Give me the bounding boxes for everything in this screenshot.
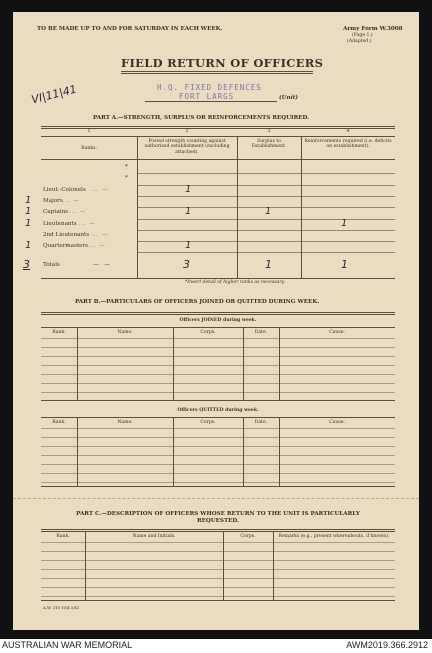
joined-row-rule bbox=[41, 347, 395, 348]
row-rule bbox=[137, 173, 395, 174]
row-margin-value: 1 bbox=[25, 206, 32, 218]
rank-leader-dots: ... — bbox=[91, 186, 109, 193]
part-c-title-line-1: PART C.—DESCRIPTION OF OFFICERS WHOSE RETURN TO THE UNIT IS PARTICULARLY bbox=[76, 511, 360, 517]
part-c-row-rule bbox=[41, 542, 395, 543]
joined-table-title: Officers JOINED during week. bbox=[179, 318, 257, 323]
part-c-row-rule bbox=[41, 596, 395, 597]
row-posted-value: 1 bbox=[185, 206, 192, 218]
rank-label: 2nd Lieutenants bbox=[43, 231, 90, 238]
rank-label: * bbox=[125, 164, 128, 170]
joined-col-header: Cause. bbox=[329, 330, 345, 335]
quitted-row-rule bbox=[41, 455, 395, 456]
col-header-reinforcements: Reinforcements required (i.e. deficits on establishment). bbox=[304, 139, 392, 150]
row-rule bbox=[137, 230, 395, 231]
handwritten-date: VI|11|41 bbox=[30, 82, 79, 107]
joined-row-rule bbox=[41, 338, 395, 339]
row-rule bbox=[137, 185, 395, 186]
row-surplus-value: 1 bbox=[265, 206, 272, 218]
joined-row-rule bbox=[41, 365, 395, 366]
quitted-col-header: Date. bbox=[254, 420, 268, 425]
army-form-number: Army Form W.3008 bbox=[343, 26, 403, 32]
part-a-col-number-1: 1 bbox=[87, 129, 91, 134]
part-c-col-header: Remarks (e.g., present whereabouts, if known). bbox=[278, 534, 390, 539]
part-a-col-number-4: 4 bbox=[346, 129, 350, 134]
part-b-title: PART B.—PARTICULARS OF OFFICERS JOINED OR QUITTED DURING WEEK. bbox=[75, 299, 320, 305]
part-c-row-rule bbox=[41, 551, 395, 552]
col-header-surplus: Surplus to Establishment. bbox=[251, 139, 287, 150]
quitted-row-rule bbox=[41, 473, 395, 474]
print-code: A.W. 318 10/4 5/41 bbox=[43, 605, 80, 610]
quitted-row-rule bbox=[41, 428, 395, 429]
quitted-col-header: Corps. bbox=[200, 420, 216, 425]
row-posted-value: 1 bbox=[185, 240, 192, 252]
part-c-row-rule bbox=[41, 587, 395, 588]
row-reinf-value: 1 bbox=[341, 217, 348, 229]
col-header-ranks: Ranks. bbox=[81, 146, 97, 151]
rank-label: Majors bbox=[43, 197, 63, 204]
part-c-col-header: Rank. bbox=[56, 534, 70, 539]
part-a-footnote: *Insert detail of higher ranks as necessary. bbox=[185, 280, 286, 285]
quitted-row-rule bbox=[41, 437, 395, 438]
row-rule bbox=[137, 241, 395, 242]
rank-leader-dots: ... — bbox=[91, 231, 109, 238]
totals-surplus: 1 bbox=[265, 258, 272, 271]
part-c-title-line-2: REQUESTED. bbox=[197, 518, 239, 524]
joined-row-rule bbox=[41, 392, 395, 393]
form-title: FIELD RETURN OF OFFICERS bbox=[121, 56, 324, 70]
rank-label: Lieutenants bbox=[43, 220, 77, 227]
footer-accession-number: AWM2019.366.2912 bbox=[346, 640, 428, 650]
form-page: (Page 1.) bbox=[352, 33, 373, 38]
quitted-col-header: Name. bbox=[117, 420, 133, 425]
quitted-table-title: Officers QUITTED during week. bbox=[177, 408, 259, 413]
joined-row-rule bbox=[41, 383, 395, 384]
row-margin-value: 1 bbox=[25, 194, 32, 206]
row-rule bbox=[137, 219, 395, 220]
rank-leader-dots: ... — bbox=[62, 197, 80, 204]
part-c-bottom-rule bbox=[41, 600, 395, 601]
quitted-row-rule bbox=[41, 446, 395, 447]
rank-leader-dots: ... — bbox=[68, 209, 87, 216]
quitted-bottom-rule bbox=[41, 486, 395, 487]
quitted-row-rule bbox=[41, 482, 395, 483]
rank-label: * bbox=[125, 175, 128, 182]
row-rule bbox=[137, 252, 395, 253]
footer-bar bbox=[0, 639, 432, 653]
col-header-posted: Posted strength counting against authorized establishment (excluding attached). bbox=[144, 139, 230, 155]
part-c-row-rule bbox=[41, 569, 395, 570]
quitted-col-header: Cause. bbox=[329, 420, 345, 425]
header-instruction: TO BE MADE UP TO AND FOR SATURDAY IN EACH WEEK. bbox=[37, 26, 223, 32]
unit-stamp-line-1: H.Q. FIXED DEFENCES bbox=[157, 83, 262, 92]
row-margin-value: 1 bbox=[25, 240, 32, 252]
rank-label: Captains bbox=[43, 209, 69, 216]
quitted-row-rule bbox=[41, 464, 395, 465]
rank-label: Lieut.-Colonels bbox=[43, 186, 86, 193]
unit-label: (Unit) bbox=[279, 95, 298, 101]
unit-stamp-line-2: FORT LARGS bbox=[179, 92, 235, 101]
row-posted-value: 1 bbox=[185, 183, 192, 195]
form-adapted: (Adapted.) bbox=[347, 39, 372, 44]
part-c-col-header: Corps. bbox=[240, 534, 256, 539]
footer-credit: AUSTRALIAN WAR MEMORIAL bbox=[2, 640, 133, 650]
totals-posted: 3 bbox=[183, 258, 190, 271]
rank-label: Quartermasters bbox=[43, 243, 89, 250]
part-a-title: PART A.—STRENGTH, SURPLUS OR REINFORCEMENTS REQUIRED. bbox=[93, 115, 310, 121]
joined-col-header: Name. bbox=[117, 330, 133, 335]
row-margin-value: 1 bbox=[25, 217, 32, 229]
joined-row-rule bbox=[41, 374, 395, 375]
part-c-col-header: Name and Initials. bbox=[132, 534, 176, 539]
joined-col-header: Corps. bbox=[200, 330, 216, 335]
joined-bottom-rule bbox=[41, 400, 395, 401]
part-c-row-rule bbox=[41, 560, 395, 561]
joined-col-header: Rank. bbox=[52, 330, 66, 335]
joined-col-header: Date. bbox=[254, 330, 268, 335]
part-a-col-number-2: 2 bbox=[185, 129, 189, 134]
rank-leader-dots: ... — bbox=[87, 243, 106, 250]
quitted-col-header: Rank. bbox=[52, 420, 66, 425]
document-page: TO BE MADE UP TO AND FOR SATURDAY IN EACH WEEK. Army Form W.3008 (Page 1.) (Adapted.) FIELD RETURN OF OFFICERS VI|11|41 H.Q. FIXED DEFENCES FORT LARGS (Unit) PART A.—STRENGTH, SURPLUS OR REINFORCEMENTS REQUIRED. 1 2 3 4 Ranks. Posted strength counting against authorized establishment (excluding attached). Surplus to Establishment. Reinforcements required (i.e. deficits on establishment). Totals — — 3 1 1 3 *Insert detail of higher ranks as necessary. PART B.—PARTICULARS OF OFFICERS JOINED OR QUITTED DURING WEEK. Officers JOINED during week. Officers QUITTED during week. PART C.—DESCRIPTION OF OFFICERS WHOSE RETURN TO THE UNIT IS PARTICULARLY REQUESTED. A.W. 318 10/4 5/41 * * Lieut.-Colonels ... — 1 Majors ... — 1 Captains ... — 1 1 1 Lieutenants ... — 1 1 2nd Lieutenants ... — Quartermasters ... — 1 1 Rank. Name. Corps. Date. Cause. Rank. Name. Corps. Date. Cause. Rank. Name and Initials. Corps. Remarks (e.g., present whereabouts, if known). bbox=[13, 12, 419, 630]
part-a-col-number-3: 3 bbox=[267, 129, 271, 134]
row-rule bbox=[137, 196, 395, 197]
rank-leader-dots: ... — bbox=[78, 220, 96, 227]
totals-reinforcements: 1 bbox=[341, 258, 348, 271]
totals-label: Totals bbox=[43, 262, 60, 268]
totals-margin-tally: 3 bbox=[23, 258, 30, 271]
fold-line bbox=[13, 498, 419, 499]
joined-row-rule bbox=[41, 356, 395, 357]
part-c-row-rule bbox=[41, 578, 395, 579]
